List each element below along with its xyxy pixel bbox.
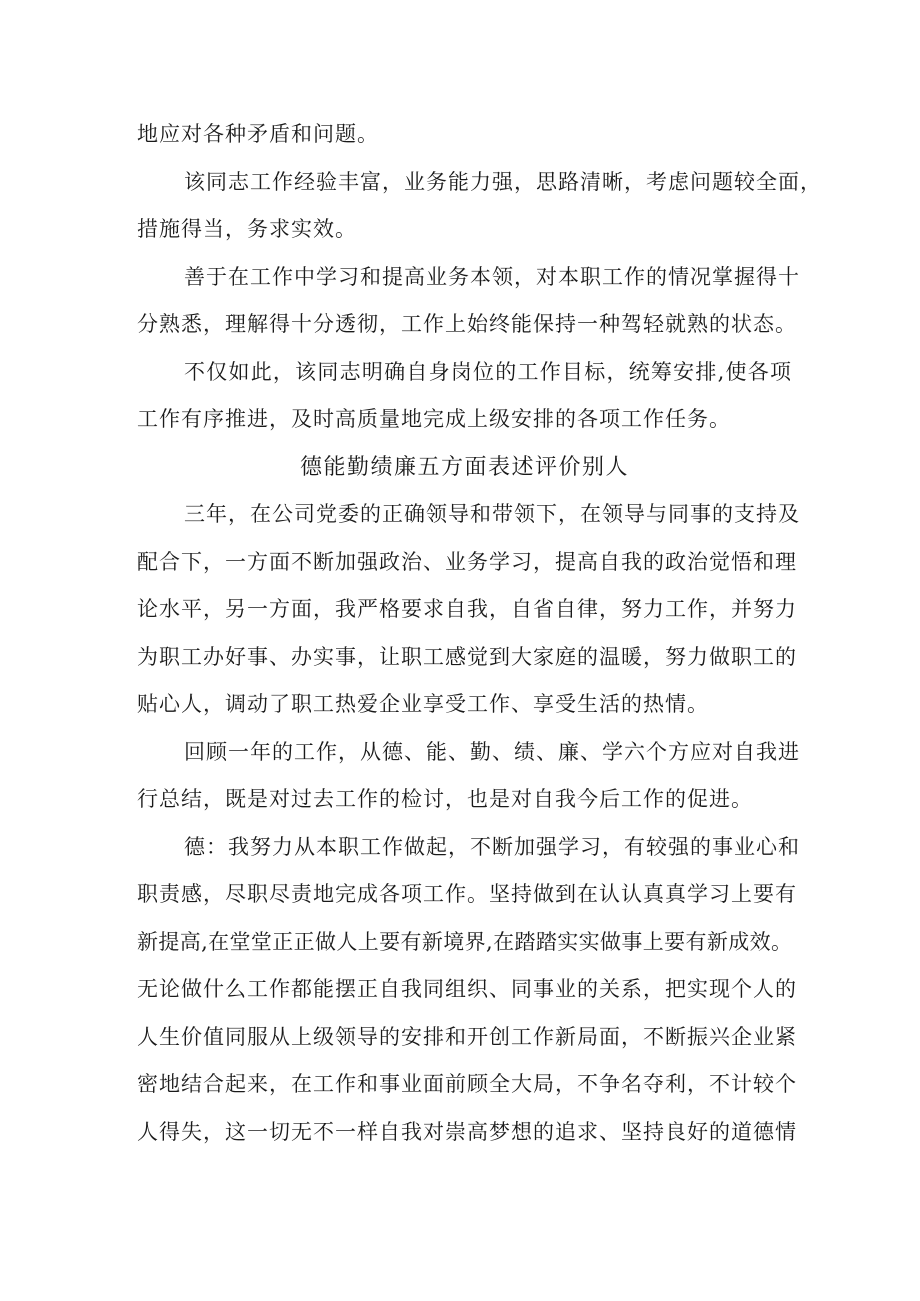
body-line: 分熟悉，理解得十分透彻，工作上始终能保持一种驾轻就熟的状态。	[137, 312, 797, 336]
paragraph-first-line: 不仅如此，该同志明确自身岗位的工作目标，统筹安排,使各项	[184, 359, 792, 384]
body-line: 配合下，一方面不断加强政治、业务学习，提高自我的政治觉悟和理	[137, 549, 797, 574]
document-body	[137, 111, 822, 1156]
body-line: 密地结合起来，在工作和事业面前顾全大局，不争名夺利，不计较个	[137, 1072, 797, 1096]
body-line: 无论做什么工作都能摆正自我同组织、同事业的关系，把实现个人的	[137, 977, 797, 1001]
body-line: 为职工办好事、办实事，让职工感觉到大家庭的温暖，努力做职工的	[137, 644, 797, 669]
body-line: 贴心人，调动了职工热爱企业享受工作、享受生活的热情。	[137, 692, 709, 716]
paragraph-first-line: 德：我努力从本职工作做起，不断加强学习，有较强的事业心和	[184, 834, 800, 859]
body-line: 措施得当，务求实效。	[137, 217, 357, 241]
body-line: 行总结，既是对过去工作的检讨，也是对自我今后工作的促进。	[137, 787, 753, 811]
paragraph-first-line: 该同志工作经验丰富，业务能力强，思路清晰，考虑问题较全面，	[184, 169, 822, 194]
body-line: 人生价值同服从上级领导的安排和开创工作新局面，不断振兴企业紧	[137, 1024, 797, 1049]
paragraph-first-line: 回顾一年的工作，从德、能、勤、绩、廉、学六个方应对自我进	[184, 739, 800, 764]
body-line: 新提高,在堂堂正正做人上要有新境界,在踏踏实实做事上要有新成效。	[137, 929, 792, 954]
section-heading: 德能勤绩廉五方面表述评价别人	[299, 454, 629, 480]
paragraph-first-line: 善于在工作中学习和提高业务本领，对本职工作的情况掌握得十	[184, 264, 800, 289]
body-line: 论水平，另一方面，我严格要求自我，自省自律，努力工作，并努力	[137, 597, 797, 621]
body-line: 工作有序推进，及时高质量地完成上级安排的各项工作任务。	[137, 407, 731, 431]
paragraph-first-line: 三年，在公司党委的正确领导和带领下，在领导与同事的支持及	[184, 502, 800, 526]
body-line: 职责感，尽职尽责地完成各项工作。坚持做到在认认真真学习上要有	[137, 882, 797, 906]
body-line: 人得失，这一切无不一样自我对崇高梦想的追求、坚持良好的道德情	[137, 1119, 797, 1144]
body-line: 地应对各种矛盾和问题。	[137, 122, 379, 146]
